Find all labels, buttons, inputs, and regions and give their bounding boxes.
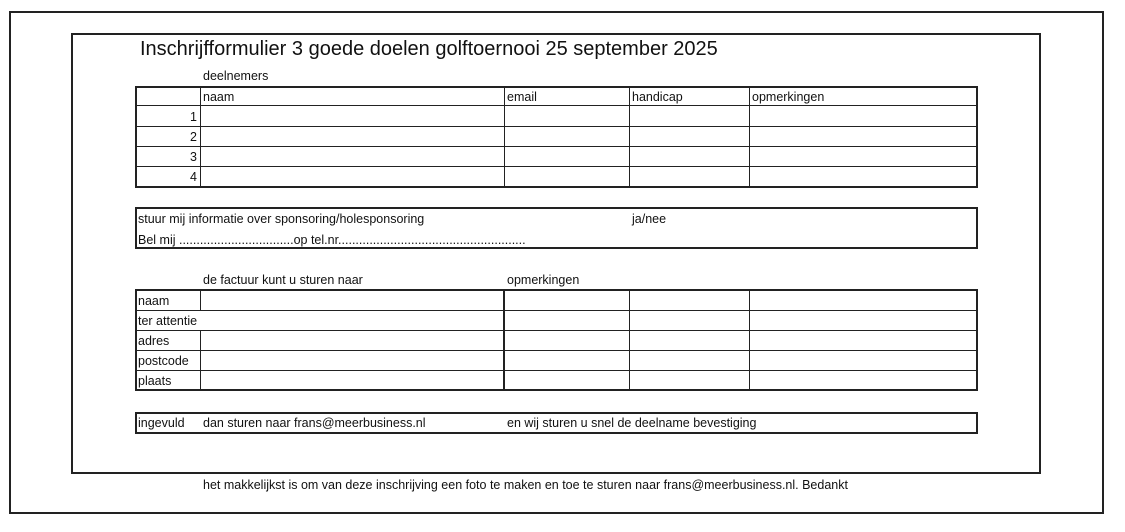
col-divider — [629, 289, 630, 391]
call-me-line: Bel mij .................................op tel.nr...................................................... — [138, 233, 526, 247]
footer-note: het makkelijkst is om van deze inschrijving een foto te maken en toe te sturen naar frans@meerbusiness.nl. Bedankt — [203, 478, 848, 492]
send-to-text: dan sturen naar frans@meerbusiness.nl — [203, 416, 426, 430]
row-divider — [135, 350, 978, 351]
header-naam: naam — [203, 90, 235, 104]
header-handicap: handicap — [632, 90, 683, 104]
col-divider — [504, 86, 505, 188]
row-divider — [135, 166, 978, 167]
row-divider — [135, 146, 978, 147]
row-number: 1 — [190, 110, 197, 124]
sponsoring-info-line: stuur mij informatie over sponsoring/holesponsoring — [138, 212, 425, 226]
row-divider — [135, 105, 978, 106]
field-ter-attentie: ter attentie — [138, 314, 198, 328]
row-divider — [135, 310, 978, 311]
field-postcode: postcode — [138, 354, 189, 368]
form-title: Inschrijfformulier 3 goede doelen golftoernooi 25 september 2025 — [140, 38, 718, 60]
col-divider — [629, 86, 630, 188]
col-divider — [200, 86, 201, 188]
participants-table — [135, 86, 978, 188]
col-divider — [749, 289, 750, 391]
field-naam: naam — [138, 294, 170, 308]
header-opmerkingen: opmerkingen — [752, 90, 825, 104]
col-divider — [749, 86, 750, 188]
row-number: 3 — [190, 150, 197, 164]
col-divider — [200, 289, 201, 310]
filled-label: ingevuld — [138, 416, 185, 430]
participants-label: deelnemers — [203, 69, 269, 83]
field-adres: adres — [138, 334, 170, 348]
invoice-label: de factuur kunt u sturen naar — [203, 273, 363, 287]
field-plaats: plaats — [138, 374, 172, 388]
row-divider — [135, 370, 978, 371]
row-number: 2 — [190, 130, 197, 144]
invoice-table — [135, 289, 978, 391]
row-divider — [135, 126, 978, 127]
row-divider — [135, 330, 978, 331]
row-number: 4 — [190, 170, 197, 184]
col-divider — [503, 289, 505, 391]
yes-no-choice: ja/nee — [632, 212, 667, 226]
remarks-label: opmerkingen — [507, 273, 580, 287]
col-divider — [200, 330, 201, 391]
header-email: email — [507, 90, 537, 104]
confirmation-text: en wij sturen u snel de deelname bevestiging — [507, 416, 757, 430]
